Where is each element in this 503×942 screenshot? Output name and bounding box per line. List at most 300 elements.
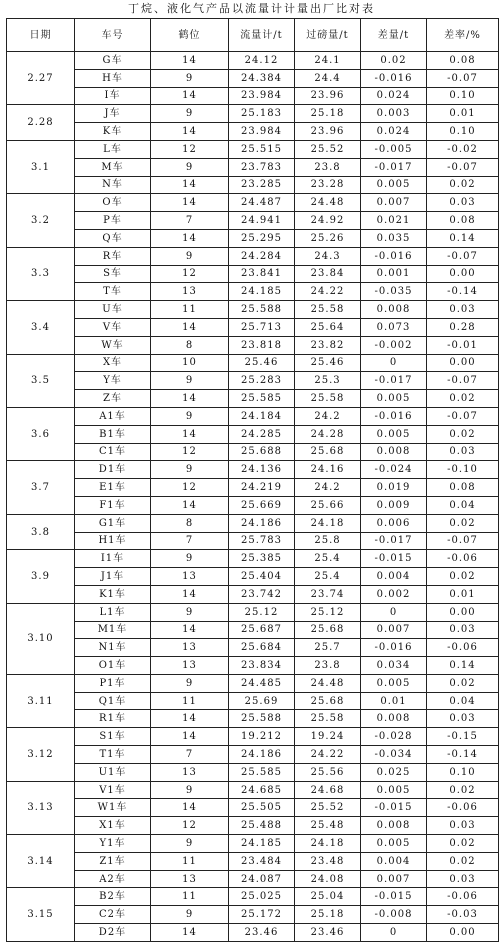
cell-flow: 23.484 <box>229 852 295 870</box>
cell-tonnage: 14 <box>151 924 229 942</box>
cell-car: N1车 <box>75 639 151 657</box>
cell-tonnage: 12 <box>151 140 229 158</box>
cell-diff: 0.02 <box>361 52 427 70</box>
cell-diff: 0.005 <box>361 674 427 692</box>
cell-flow: 25.687 <box>229 621 295 639</box>
cell-flow: 25.025 <box>229 888 295 906</box>
cell-car: V1车 <box>75 781 151 799</box>
cell-rate: -0.03 <box>427 906 499 924</box>
cell-tonnage: 12 <box>151 443 229 461</box>
header-weigh: 过磅量/t <box>295 19 361 52</box>
cell-flow: 23.285 <box>229 176 295 194</box>
header-date: 日期 <box>7 19 75 52</box>
cell-flow: 25.669 <box>229 496 295 514</box>
cell-weigh: 23.74 <box>295 585 361 603</box>
cell-date: 3.2 <box>7 194 75 247</box>
cell-car: G车 <box>75 52 151 70</box>
cell-diff: 0.008 <box>361 301 427 319</box>
cell-diff: 0.001 <box>361 265 427 283</box>
cell-weigh: 25.68 <box>295 692 361 710</box>
cell-date: 3.15 <box>7 888 75 941</box>
cell-flow: 24.186 <box>229 514 295 532</box>
cell-tonnage: 12 <box>151 479 229 497</box>
cell-rate: -0.07 <box>427 532 499 550</box>
cell-car: G1车 <box>75 514 151 532</box>
cell-flow: 25.283 <box>229 372 295 390</box>
cell-weigh: 24.16 <box>295 461 361 479</box>
cell-rate: 0.10 <box>427 763 499 781</box>
cell-tonnage: 13 <box>151 870 229 888</box>
cell-diff: 0.007 <box>361 621 427 639</box>
cell-date: 2.27 <box>7 52 75 105</box>
cell-rate: -0.06 <box>427 639 499 657</box>
cell-diff: 0.073 <box>361 318 427 336</box>
cell-rate: 0.02 <box>427 514 499 532</box>
cell-date: 3.10 <box>7 603 75 674</box>
cell-weigh: 25.58 <box>295 390 361 408</box>
cell-date: 3.5 <box>7 354 75 407</box>
cell-flow: 23.984 <box>229 123 295 141</box>
cell-flow: 24.685 <box>229 781 295 799</box>
cell-diff: -0.017 <box>361 372 427 390</box>
cell-tonnage: 9 <box>151 835 229 853</box>
cell-diff: 0 <box>361 354 427 372</box>
cell-car: F1车 <box>75 496 151 514</box>
table-row <box>7 158 499 176</box>
table-row <box>7 336 499 354</box>
cell-rate: 0.02 <box>427 568 499 586</box>
cell-rate: -0.07 <box>427 247 499 265</box>
cell-diff: 0.008 <box>361 817 427 835</box>
cell-tonnage: 14 <box>151 425 229 443</box>
cell-date: 3.1 <box>7 140 75 193</box>
table-row <box>7 746 499 764</box>
cell-flow: 25.404 <box>229 568 295 586</box>
cell-rate: -0.06 <box>427 888 499 906</box>
cell-flow: 24.219 <box>229 479 295 497</box>
cell-car: L1车 <box>75 603 151 621</box>
cell-diff: 0.005 <box>361 781 427 799</box>
cell-car: A2车 <box>75 870 151 888</box>
table-row <box>7 229 499 247</box>
cell-rate: 0.08 <box>427 479 499 497</box>
cell-car: Q1车 <box>75 692 151 710</box>
cell-date: 3.12 <box>7 728 75 781</box>
cell-tonnage: 14 <box>151 710 229 728</box>
cell-weigh: 25.18 <box>295 105 361 123</box>
cell-date: 3.6 <box>7 407 75 460</box>
cell-weigh: 24.28 <box>295 425 361 443</box>
cell-tonnage: 14 <box>151 176 229 194</box>
cell-car: A1车 <box>75 407 151 425</box>
cell-rate: 0.02 <box>427 390 499 408</box>
comparison-table <box>6 18 499 942</box>
cell-rate: 0.03 <box>427 443 499 461</box>
cell-diff: 0.008 <box>361 443 427 461</box>
table-row <box>7 888 499 906</box>
cell-car: W车 <box>75 336 151 354</box>
cell-diff: 0.034 <box>361 657 427 675</box>
cell-car: Z1车 <box>75 852 151 870</box>
cell-flow: 25.585 <box>229 763 295 781</box>
table-row <box>7 852 499 870</box>
cell-weigh: 24.4 <box>295 69 361 87</box>
cell-rate: 0.02 <box>427 852 499 870</box>
cell-tonnage: 13 <box>151 639 229 657</box>
cell-tonnage: 14 <box>151 318 229 336</box>
cell-weigh: 25.7 <box>295 639 361 657</box>
cell-flow: 23.818 <box>229 336 295 354</box>
cell-weigh: 25.8 <box>295 532 361 550</box>
table-title: 丁烷、液化气产品以流量计计量出厂比对表 <box>128 2 375 15</box>
cell-weigh: 25.58 <box>295 710 361 728</box>
table-row <box>7 407 499 425</box>
cell-car: I1车 <box>75 550 151 568</box>
cell-tonnage: 9 <box>151 247 229 265</box>
cell-rate: 0.08 <box>427 212 499 230</box>
cell-flow: 25.588 <box>229 710 295 728</box>
cell-tonnage: 11 <box>151 301 229 319</box>
cell-flow: 25.688 <box>229 443 295 461</box>
cell-tonnage: 9 <box>151 372 229 390</box>
table-row <box>7 105 499 123</box>
cell-diff: -0.015 <box>361 888 427 906</box>
cell-date: 3.8 <box>7 514 75 550</box>
cell-tonnage: 9 <box>151 69 229 87</box>
cell-diff: -0.015 <box>361 799 427 817</box>
cell-rate: -0.07 <box>427 407 499 425</box>
cell-diff: 0.024 <box>361 123 427 141</box>
cell-rate: 0.02 <box>427 835 499 853</box>
table-row <box>7 247 499 265</box>
cell-diff: 0.01 <box>361 692 427 710</box>
cell-car: O1车 <box>75 657 151 675</box>
table-row <box>7 924 499 942</box>
cell-tonnage: 13 <box>151 657 229 675</box>
cell-flow: 23.783 <box>229 158 295 176</box>
cell-rate: -0.10 <box>427 461 499 479</box>
cell-rate: 0.03 <box>427 301 499 319</box>
cell-diff: 0.009 <box>361 496 427 514</box>
cell-rate: 0.04 <box>427 692 499 710</box>
cell-car: X车 <box>75 354 151 372</box>
cell-tonnage: 9 <box>151 461 229 479</box>
table-row <box>7 496 499 514</box>
cell-rate: 0.03 <box>427 194 499 212</box>
table-row <box>7 603 499 621</box>
cell-rate: 0.14 <box>427 657 499 675</box>
cell-weigh: 23.84 <box>295 265 361 283</box>
table-header <box>7 19 499 52</box>
cell-flow: 24.12 <box>229 52 295 70</box>
cell-diff: 0.006 <box>361 514 427 532</box>
cell-car: M车 <box>75 158 151 176</box>
cell-diff: 0.004 <box>361 852 427 870</box>
cell-tonnage: 14 <box>151 728 229 746</box>
table-row <box>7 710 499 728</box>
cell-tonnage: 11 <box>151 852 229 870</box>
cell-diff: -0.034 <box>361 746 427 764</box>
cell-car: T1车 <box>75 746 151 764</box>
cell-car: Z车 <box>75 390 151 408</box>
cell-diff: 0.035 <box>361 229 427 247</box>
cell-diff: 0.004 <box>361 568 427 586</box>
cell-rate: 0.01 <box>427 105 499 123</box>
cell-weigh: 25.26 <box>295 229 361 247</box>
cell-car: V车 <box>75 318 151 336</box>
cell-tonnage: 9 <box>151 674 229 692</box>
cell-flow: 25.515 <box>229 140 295 158</box>
table-row <box>7 799 499 817</box>
cell-date: 3.14 <box>7 835 75 888</box>
cell-car: P车 <box>75 212 151 230</box>
cell-tonnage: 13 <box>151 283 229 301</box>
cell-flow: 23.742 <box>229 585 295 603</box>
cell-weigh: 23.96 <box>295 123 361 141</box>
table-row <box>7 817 499 835</box>
cell-weigh: 24.2 <box>295 479 361 497</box>
cell-weigh: 23.28 <box>295 176 361 194</box>
cell-tonnage: 14 <box>151 585 229 603</box>
cell-car: U1车 <box>75 763 151 781</box>
cell-weigh: 23.8 <box>295 158 361 176</box>
cell-diff: 0.007 <box>361 194 427 212</box>
cell-flow: 24.087 <box>229 870 295 888</box>
table-row <box>7 514 499 532</box>
cell-tonnage: 8 <box>151 336 229 354</box>
cell-diff: 0.007 <box>361 870 427 888</box>
cell-date: 3.9 <box>7 550 75 603</box>
cell-date: 3.13 <box>7 781 75 834</box>
table-row <box>7 425 499 443</box>
cell-tonnage: 14 <box>151 229 229 247</box>
table-row <box>7 674 499 692</box>
cell-diff: 0.005 <box>361 176 427 194</box>
cell-rate: 0.03 <box>427 817 499 835</box>
cell-car: L车 <box>75 140 151 158</box>
cell-rate: 0.00 <box>427 924 499 942</box>
cell-rate: 0.02 <box>427 781 499 799</box>
cell-diff: 0.003 <box>361 105 427 123</box>
cell-flow: 24.184 <box>229 407 295 425</box>
cell-rate: 0.03 <box>427 710 499 728</box>
table-row <box>7 390 499 408</box>
cell-tonnage: 13 <box>151 568 229 586</box>
cell-diff: -0.005 <box>361 140 427 158</box>
cell-car: K1车 <box>75 585 151 603</box>
cell-flow: 25.713 <box>229 318 295 336</box>
cell-tonnage: 9 <box>151 158 229 176</box>
cell-flow: 24.941 <box>229 212 295 230</box>
table-row <box>7 835 499 853</box>
cell-tonnage: 8 <box>151 514 229 532</box>
cell-tonnage: 14 <box>151 194 229 212</box>
cell-flow: 24.485 <box>229 674 295 692</box>
cell-car: D1车 <box>75 461 151 479</box>
cell-flow: 23.46 <box>229 924 295 942</box>
cell-diff: 0.005 <box>361 425 427 443</box>
header-flow: 流量计/t <box>229 19 295 52</box>
cell-car: R1车 <box>75 710 151 728</box>
cell-weigh: 24.2 <box>295 407 361 425</box>
header-diff: 差量/t <box>361 19 427 52</box>
cell-weigh: 25.58 <box>295 301 361 319</box>
cell-rate: 0.04 <box>427 496 499 514</box>
table-row <box>7 763 499 781</box>
cell-weigh: 24.92 <box>295 212 361 230</box>
cell-car: B2车 <box>75 888 151 906</box>
cell-weigh: 25.4 <box>295 568 361 586</box>
cell-weigh: 24.22 <box>295 746 361 764</box>
cell-tonnage: 11 <box>151 888 229 906</box>
cell-tonnage: 12 <box>151 265 229 283</box>
cell-tonnage: 14 <box>151 87 229 105</box>
cell-tonnage: 9 <box>151 906 229 924</box>
table-row <box>7 87 499 105</box>
cell-weigh: 24.22 <box>295 283 361 301</box>
cell-diff: -0.016 <box>361 247 427 265</box>
cell-tonnage: 12 <box>151 817 229 835</box>
header-rate: 差率/% <box>427 19 499 52</box>
cell-date: 3.4 <box>7 301 75 354</box>
cell-tonnage: 14 <box>151 496 229 514</box>
cell-flow: 23.984 <box>229 87 295 105</box>
cell-weigh: 23.82 <box>295 336 361 354</box>
cell-weigh: 25.56 <box>295 763 361 781</box>
cell-car: H车 <box>75 69 151 87</box>
cell-rate: 0.00 <box>427 354 499 372</box>
cell-flow: 25.385 <box>229 550 295 568</box>
cell-car: P1车 <box>75 674 151 692</box>
table-row <box>7 906 499 924</box>
cell-car: J车 <box>75 105 151 123</box>
cell-weigh: 25.18 <box>295 906 361 924</box>
cell-rate: -0.02 <box>427 140 499 158</box>
cell-flow: 25.488 <box>229 817 295 835</box>
cell-car: C1车 <box>75 443 151 461</box>
table-row <box>7 354 499 372</box>
cell-car: S车 <box>75 265 151 283</box>
cell-tonnage: 9 <box>151 407 229 425</box>
table-row <box>7 212 499 230</box>
table-row <box>7 301 499 319</box>
cell-weigh: 24.1 <box>295 52 361 70</box>
table-row <box>7 194 499 212</box>
cell-flow: 25.783 <box>229 532 295 550</box>
cell-weigh: 25.48 <box>295 817 361 835</box>
cell-weigh: 25.3 <box>295 372 361 390</box>
cell-car: U车 <box>75 301 151 319</box>
table-body <box>7 52 499 942</box>
cell-rate: 0.02 <box>427 674 499 692</box>
table-row <box>7 870 499 888</box>
cell-weigh: 24.3 <box>295 247 361 265</box>
cell-weigh: 25.68 <box>295 621 361 639</box>
cell-car: B1车 <box>75 425 151 443</box>
cell-flow: 24.185 <box>229 283 295 301</box>
cell-tonnage: 7 <box>151 532 229 550</box>
cell-diff: 0.005 <box>361 835 427 853</box>
cell-flow: 25.684 <box>229 639 295 657</box>
header-row <box>7 19 499 52</box>
cell-car: K车 <box>75 123 151 141</box>
table-row <box>7 265 499 283</box>
table-row <box>7 318 499 336</box>
table-row <box>7 621 499 639</box>
table-row <box>7 657 499 675</box>
table-row <box>7 461 499 479</box>
cell-rate: 0.03 <box>427 621 499 639</box>
cell-weigh: 19.24 <box>295 728 361 746</box>
header-car: 车号 <box>75 19 151 52</box>
cell-rate: 0.10 <box>427 123 499 141</box>
cell-car: O车 <box>75 194 151 212</box>
cell-diff: 0.019 <box>361 479 427 497</box>
cell-tonnage: 11 <box>151 692 229 710</box>
cell-rate: 0.00 <box>427 603 499 621</box>
cell-tonnage: 14 <box>151 799 229 817</box>
cell-tonnage: 10 <box>151 354 229 372</box>
cell-date: 3.7 <box>7 461 75 514</box>
cell-flow: 24.186 <box>229 746 295 764</box>
cell-diff: 0.002 <box>361 585 427 603</box>
cell-rate: 0.00 <box>427 265 499 283</box>
cell-tonnage: 14 <box>151 52 229 70</box>
cell-diff: 0.005 <box>361 390 427 408</box>
cell-flow: 25.505 <box>229 799 295 817</box>
cell-rate: -0.01 <box>427 336 499 354</box>
cell-car: X1车 <box>75 817 151 835</box>
table-row <box>7 372 499 390</box>
cell-diff: -0.016 <box>361 639 427 657</box>
cell-diff: -0.028 <box>361 728 427 746</box>
cell-flow: 23.834 <box>229 657 295 675</box>
table-row <box>7 140 499 158</box>
cell-weigh: 25.52 <box>295 799 361 817</box>
cell-diff: -0.016 <box>361 407 427 425</box>
cell-diff: -0.024 <box>361 461 427 479</box>
cell-flow: 19.212 <box>229 728 295 746</box>
cell-weigh: 24.08 <box>295 870 361 888</box>
cell-car: Y1车 <box>75 835 151 853</box>
table-row <box>7 781 499 799</box>
cell-flow: 25.12 <box>229 603 295 621</box>
cell-car: T车 <box>75 283 151 301</box>
cell-weigh: 25.12 <box>295 603 361 621</box>
cell-diff: -0.017 <box>361 158 427 176</box>
cell-weigh: 25.64 <box>295 318 361 336</box>
cell-flow: 23.841 <box>229 265 295 283</box>
cell-car: Q车 <box>75 229 151 247</box>
cell-weigh: 23.96 <box>295 87 361 105</box>
cell-flow: 25.295 <box>229 229 295 247</box>
table-row <box>7 479 499 497</box>
cell-diff: -0.016 <box>361 69 427 87</box>
cell-car: D2车 <box>75 924 151 942</box>
cell-car: C2车 <box>75 906 151 924</box>
cell-rate: 0.08 <box>427 52 499 70</box>
cell-flow: 25.172 <box>229 906 295 924</box>
table-row <box>7 585 499 603</box>
cell-flow: 24.136 <box>229 461 295 479</box>
cell-flow: 25.585 <box>229 390 295 408</box>
cell-rate: -0.14 <box>427 283 499 301</box>
header-tonnage: 鹤位 <box>151 19 229 52</box>
cell-car: J1车 <box>75 568 151 586</box>
cell-car: E1车 <box>75 479 151 497</box>
cell-diff: 0 <box>361 603 427 621</box>
cell-flow: 25.69 <box>229 692 295 710</box>
